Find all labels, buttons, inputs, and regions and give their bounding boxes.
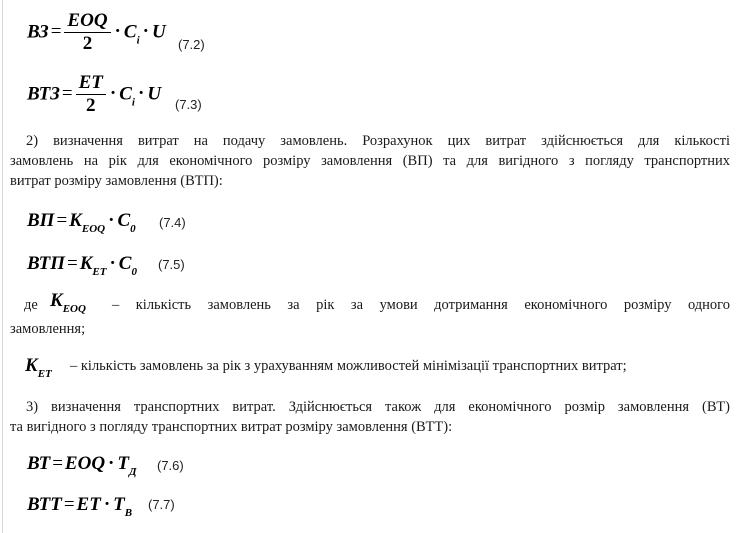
formula-7-7: [27, 494, 133, 519]
fraction-numerator: ET: [76, 73, 106, 95]
formula-lhs: ВТТ: [27, 494, 62, 515]
equation-number-7-3: (7.3): [175, 97, 202, 112]
cost-subscript: i: [131, 96, 135, 109]
equals-sign: =: [50, 21, 62, 43]
definition-continuation: замовлення;: [10, 321, 86, 337]
fraction: [64, 11, 110, 55]
paragraph-line: та вигідного з погляду транспортних витрат розміру замовлення (ВТТ):: [10, 419, 453, 435]
formula-lhs: ВП: [27, 210, 55, 231]
paragraph-line: 3) визначення транспортних витрат. Здійснюється також для економічного розмір замовлення (ВТ): [26, 399, 730, 415]
fraction: [76, 73, 106, 117]
paragraph-transport-costs: [10, 397, 730, 437]
equals-sign: =: [56, 210, 68, 231]
equation-number-7-5: (7.5): [158, 257, 185, 272]
cost-symbol: C: [123, 21, 137, 43]
demand-symbol: U: [147, 83, 162, 105]
formula-7-3: [27, 73, 161, 117]
quantity-symbol: EOQ: [64, 453, 106, 474]
equation-number-7-6: (7.6): [157, 458, 184, 473]
cost-subscript: 0: [130, 223, 136, 235]
order-count-symbol: K: [69, 210, 82, 231]
multiply-dot: ·: [108, 210, 115, 231]
formula-7-2: [27, 11, 166, 55]
cost-subscript: i: [136, 34, 140, 47]
tariff-symbol: T: [113, 494, 125, 515]
demand-symbol: U: [151, 21, 166, 43]
tariff-symbol: T: [117, 453, 129, 474]
definition-k-eoq: [10, 290, 730, 339]
definition-text: – кількість замовлень за рік з урахуванням можливостей мінімізації транспортних витрат;: [70, 358, 627, 374]
formula-lhs: ВТП: [27, 253, 65, 274]
paragraph-line: витрат розміру замовлення (ВТП):: [10, 173, 223, 189]
fraction-denominator: 2: [85, 95, 96, 116]
equals-sign: =: [66, 253, 78, 274]
cost-symbol: C: [117, 210, 131, 231]
equals-sign: =: [52, 453, 63, 474]
tariff-subscript: Д: [129, 466, 137, 478]
cost-symbol: C: [118, 253, 132, 274]
definition-symbol: [25, 355, 52, 380]
paragraph-line: замовлень на рік для економічного розміру замовлення (ВП) та для вигідного з погляду транспортних: [10, 153, 730, 169]
equals-sign: =: [63, 494, 75, 515]
definition-text: – кількість замовлень за рік за умови дотримання економічного розміру одного: [112, 297, 730, 313]
equals-sign: =: [61, 83, 73, 105]
order-count-symbol: K: [50, 290, 63, 311]
order-count-subscript: EOQ: [62, 303, 86, 315]
order-count-symbol: K: [79, 253, 93, 274]
multiply-dot: ·: [103, 494, 111, 515]
formula-lhs: ВЗ: [27, 21, 49, 43]
order-count-subscript: ET: [92, 266, 107, 278]
cost-symbol: C: [119, 83, 132, 105]
quantity-symbol: ET: [76, 494, 101, 515]
order-count-subscript: EOQ: [81, 223, 106, 235]
formula-lhs: ВТЗ: [27, 83, 60, 105]
multiply-dot: ·: [137, 83, 145, 105]
paragraph-order-costs: [10, 131, 730, 191]
multiply-dot: ·: [142, 21, 149, 43]
fraction-numerator: EOQ: [64, 11, 110, 33]
definition-lead: де: [24, 297, 38, 313]
equation-number-7-7: (7.7): [148, 497, 175, 512]
definition-k-et: [10, 355, 730, 381]
multiply-dot: ·: [114, 21, 121, 43]
formula-7-6: [27, 453, 137, 478]
paragraph-line: 2) визначення витрат на подачу замовлень. Розрахунок цих витрат здійснюється для кількості: [26, 133, 730, 149]
tariff-subscript: В: [124, 507, 133, 519]
definition-symbol: [50, 290, 86, 315]
order-count-symbol: K: [25, 355, 38, 376]
equation-number-7-4: (7.4): [159, 215, 186, 230]
equation-number-7-2: (7.2): [178, 37, 205, 52]
formula-lhs: ВТ: [27, 453, 51, 474]
order-count-subscript: ET: [37, 368, 52, 380]
fraction-denominator: 2: [82, 33, 93, 54]
cost-subscript: 0: [131, 266, 137, 278]
page-left-border: [2, 0, 3, 533]
multiply-dot: ·: [109, 253, 116, 274]
formula-7-5: [27, 253, 137, 278]
formula-7-4: [27, 210, 136, 235]
multiply-dot: ·: [109, 83, 117, 105]
multiply-dot: ·: [108, 453, 115, 474]
